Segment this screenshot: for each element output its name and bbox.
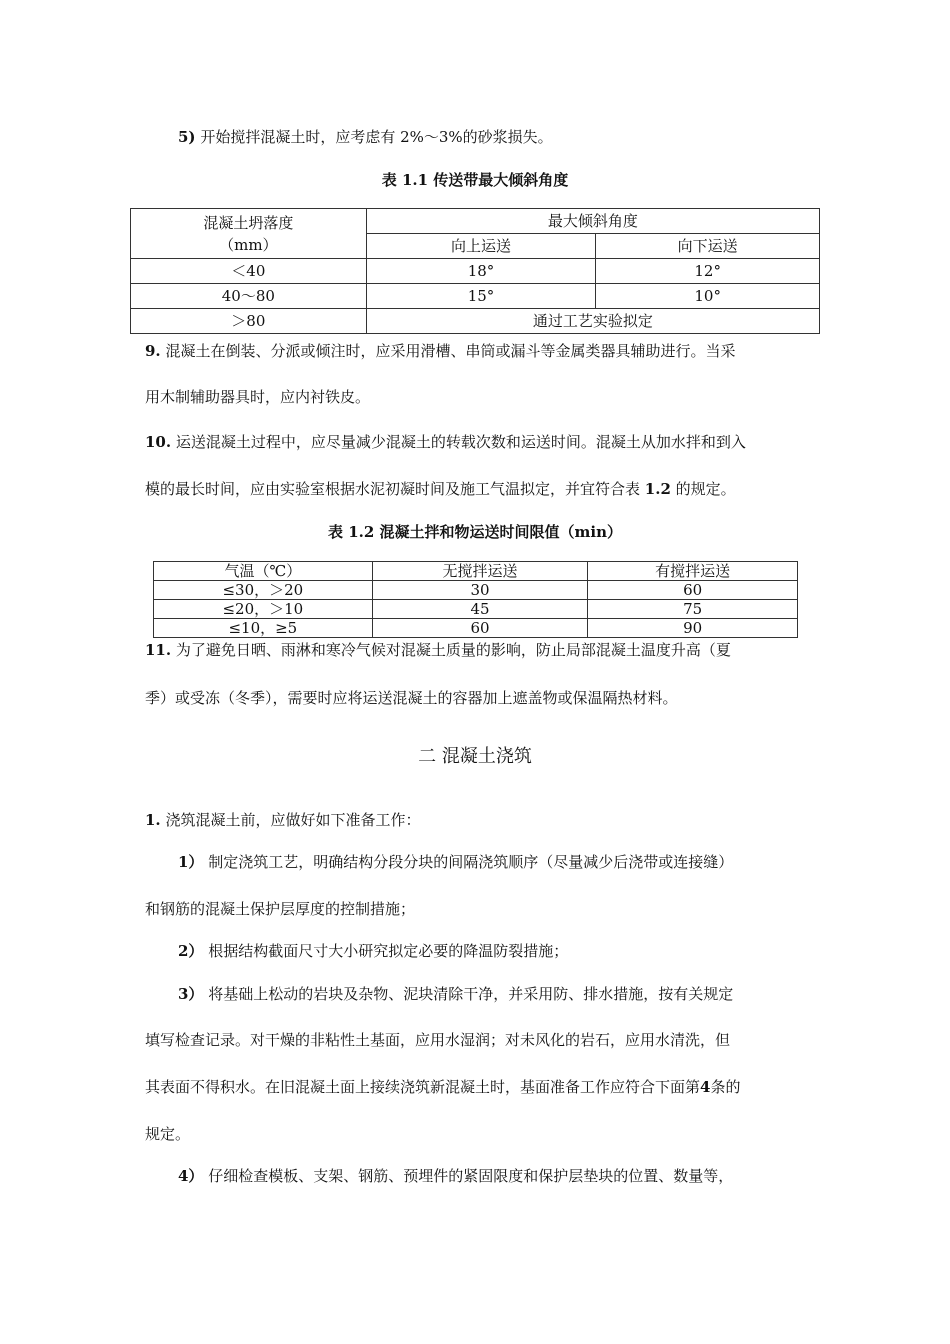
item-1-line2: 和钢筋的混凝土保护层厚度的控制措施； [145, 900, 416, 918]
table2-caption: 表 1.2 混凝土拌和物运送时间限值（min） [327, 523, 623, 541]
item-3-line4: 规定。 [145, 1125, 191, 1143]
table-row: ≤30，＞20 30 60 [154, 581, 798, 600]
table-row: 40～80 15° 10° [131, 284, 820, 309]
item-1-line1: 1） 制定浇筑工艺，明确结构分段分块的间隔浇筑顺序（尽量减少后浇带或连接缝） [178, 853, 734, 871]
table-header-row: 气温（℃） 无搅拌运送 有搅拌运送 [154, 562, 798, 581]
table1-conveyor-angle [130, 208, 820, 334]
table1-header-up: 向上运送 [366, 234, 596, 259]
item-4: 4） 仔细检查模板、支架、钢筋、预埋件的紧固限度和保护层垫块的位置、数量等， [178, 1167, 734, 1185]
section-heading: 二 混凝土浇筑 [418, 746, 532, 767]
item-3-line2: 填写检查记录。对干燥的非粘性土基面，应用水湿润；对未风化的岩石，应用水清洗，但 [145, 1031, 731, 1049]
item-3-line3: 其表面不得积水。在旧混凝土面上接续浇筑新混凝土时，基面准备工作应符合下面第4条的 [145, 1078, 741, 1096]
table1-header-max-angle: 最大倾斜角度 [366, 209, 819, 234]
table-row: ＜40 18° 12° [131, 259, 820, 284]
paragraph-10-line2: 模的最长时间，应由实验室根据水泥初凝时间及施工气温拟定，并宜符合表 1.2 的规定。 [145, 480, 736, 498]
table-row: ≤10，≥5 60 90 [154, 619, 798, 638]
table1-header-slump: 混凝土坍落度 （mm） [131, 209, 367, 259]
table-row: ≤20，＞10 45 75 [154, 600, 798, 619]
item-3-line1: 3） 将基础上松动的岩块及杂物、泥块清除干净，并采用防、排水措施，按有关规定 [178, 985, 734, 1003]
paragraph-10-line1: 10. 运送混凝土过程中，应尽量减少混凝土的转载次数和运送时间。混凝土从加水拌和到入 [145, 433, 746, 451]
paragraph-9-line1: 9. 混凝土在倒装、分派或倾注时，应采用滑槽、串筒或漏斗等金属类器具辅助进行。当采 [145, 342, 736, 360]
paragraph-9-line2: 用木制辅助器具时，应内衬铁皮。 [145, 388, 371, 406]
table-row: ＞80 通过工艺实验拟定 [131, 309, 820, 334]
table1-caption: 表 1.1 传送带最大倾斜角度 [381, 171, 569, 189]
paragraph-11-line1: 11. 为了避免日晒、雨淋和寒冷气候对混凝土质量的影响，防止局部混凝土温度升高（夏 [145, 641, 731, 659]
paragraph-11-line2: 季）或受冻（冬季），需要时应将运送混凝土的容器加上遮盖物或保温隔热材料。 [145, 689, 678, 707]
table2-transport-time [153, 561, 798, 638]
table1-header-down: 向下运送 [596, 234, 820, 259]
paragraph-5: 5) 开始搅拌混凝土时，应考虑有 2%～3%的砂浆损失。 [178, 128, 553, 146]
item-2: 2） 根据结构截面尺寸大小研究拟定必要的降温防裂措施； [178, 942, 569, 960]
step-1: 1. 浇筑混凝土前，应做好如下准备工作： [145, 811, 421, 829]
